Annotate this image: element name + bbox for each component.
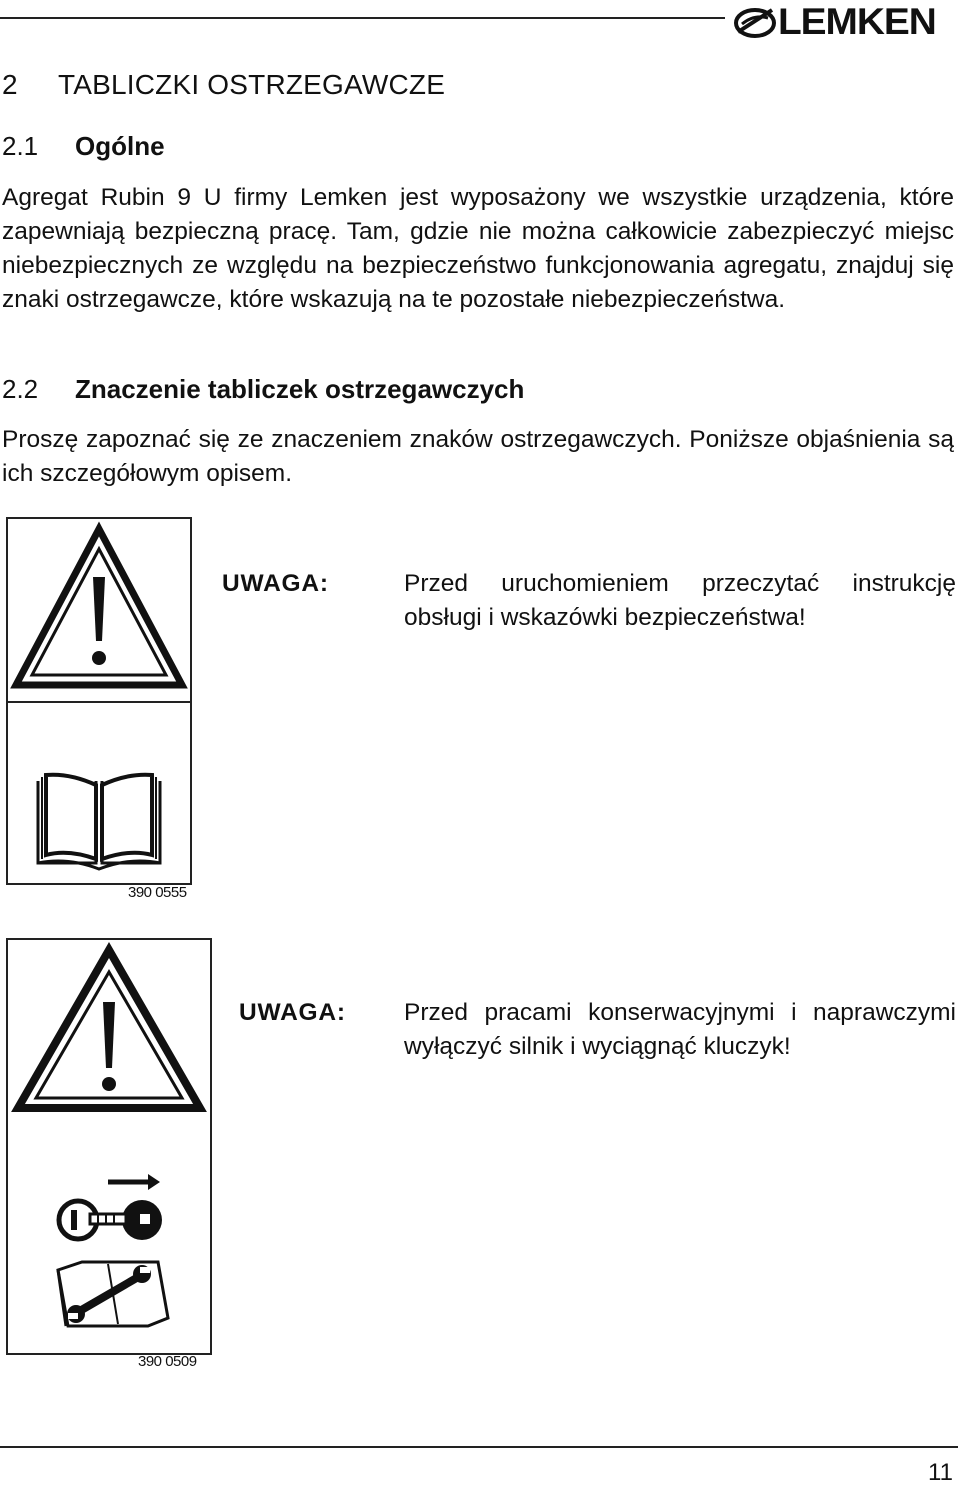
subsection-2-heading bbox=[2, 372, 524, 406]
warning-triangle-icon bbox=[8, 940, 210, 1120]
warning-sign-2 bbox=[6, 938, 212, 1355]
lemken-emblem-icon bbox=[732, 2, 778, 42]
subsection-1-title: Ogólne bbox=[75, 131, 165, 161]
footer-rule bbox=[0, 1446, 958, 1448]
section-title: TABLICZKI OSTRZEGAWCZE bbox=[58, 69, 446, 100]
section-heading bbox=[2, 67, 445, 103]
subsection-2-title: Znaczenie tabliczek ostrzegawczych bbox=[75, 374, 525, 404]
subsection-1-number: 2.1 bbox=[2, 131, 39, 161]
open-book-icon bbox=[8, 703, 190, 883]
header-rule bbox=[0, 17, 725, 19]
warning-triangle-icon bbox=[8, 519, 190, 701]
warning-2-label: UWAGA: bbox=[239, 999, 346, 1026]
section-number: 2 bbox=[2, 69, 18, 100]
subsection-2-number: 2.2 bbox=[2, 374, 39, 404]
logo-text: LEMKEN bbox=[778, 1, 936, 42]
page-number: 11 bbox=[928, 1459, 953, 1486]
subsection-1-heading bbox=[2, 129, 165, 163]
warning-2-text: Przed pracami konserwacyjnymi i naprawczymi wyłączyć silnik i wyciągnąć kluczyk! bbox=[404, 999, 956, 1060]
subsection-2-paragraph: Proszę zapoznać się ze znaczeniem znaków ostrzegawczych. Poniższe objaśnienia są ich szczegółowym opisem. bbox=[2, 426, 954, 487]
lemken-logo bbox=[732, 2, 958, 42]
sign-2-code: 390 0509 bbox=[138, 1353, 197, 1370]
wrench-manual-icon bbox=[8, 1250, 210, 1340]
warning-1-label: UWAGA: bbox=[222, 570, 329, 597]
warning-1-text: Przed uruchomieniem przeczytać instrukcję obsługi i wskazówki bezpieczeństwa! bbox=[404, 570, 956, 631]
subsection-1-paragraph: Agregat Rubin 9 U firmy Lemken jest wyposażony we wszystkie urządzenia, które zapewniają bezpieczną pracę. Tam, gdzie nie można całkowicie zabezpieczyć miejsc niebezpiecznych ze względu na bezpieczeństwo funkcjonowania agregatu, znajduj się znaki ostrzegawcze, które wskazują na te pozostałe niebezpieczeństwa. bbox=[2, 184, 954, 313]
warning-sign-1 bbox=[6, 517, 192, 885]
sign-1-code: 390 0555 bbox=[128, 884, 187, 901]
